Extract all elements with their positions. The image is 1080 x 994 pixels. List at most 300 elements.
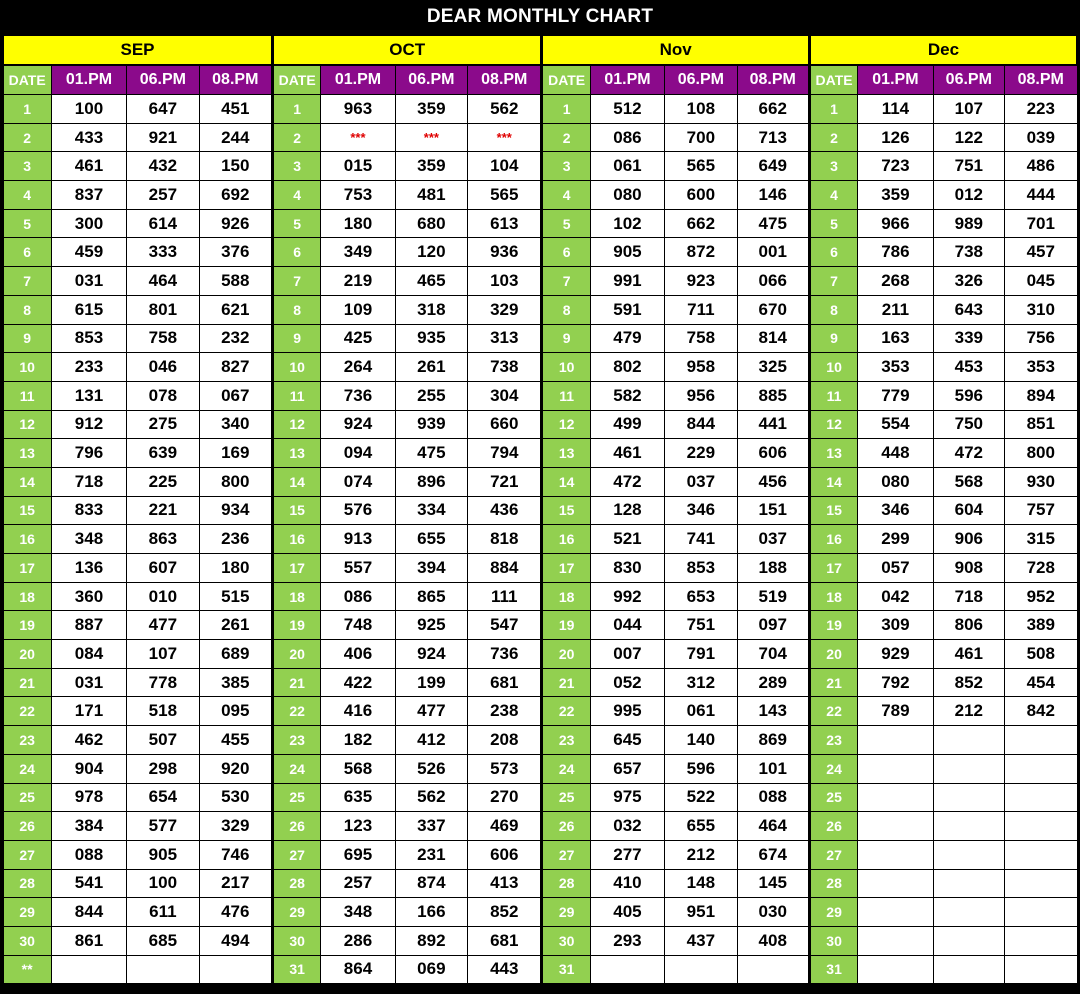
result-cell: 277	[590, 840, 664, 869]
table-row	[3, 926, 1077, 955]
result-cell: 309	[858, 611, 933, 640]
result-cell: 887	[51, 611, 126, 640]
result-cell: 512	[590, 95, 664, 124]
result-cell: 268	[858, 267, 933, 296]
result-cell: 464	[127, 267, 199, 296]
date-cell: 14	[809, 467, 857, 496]
result-cell: 615	[51, 295, 126, 324]
date-cell: 9	[3, 324, 51, 353]
result-cell: 670	[737, 295, 809, 324]
table-row	[3, 554, 1077, 583]
result-cell: 736	[468, 640, 542, 669]
result-cell: 521	[590, 525, 664, 554]
result-cell: 389	[1005, 611, 1078, 640]
result-cell: 333	[127, 238, 199, 267]
result-cell: 299	[858, 525, 933, 554]
table-row	[3, 812, 1077, 841]
result-cell: 680	[395, 209, 467, 238]
result-cell: 146	[737, 181, 809, 210]
result-cell: 456	[737, 467, 809, 496]
chart-title: DEAR MONTHLY CHART	[426, 6, 654, 27]
result-cell: 007	[590, 640, 664, 669]
result-cell: 874	[395, 869, 467, 898]
result-cell: 647	[127, 95, 199, 124]
result-cell: 441	[737, 410, 809, 439]
date-cell: 8	[3, 295, 51, 324]
table-row	[3, 410, 1077, 439]
result-cell: 718	[51, 467, 126, 496]
date-cell: 15	[542, 496, 590, 525]
result-cell	[933, 840, 1004, 869]
date-cell: **	[3, 955, 51, 984]
date-cell: 29	[542, 898, 590, 927]
result-cell: 086	[590, 123, 664, 152]
result-cell: 958	[665, 353, 737, 382]
date-cell: 29	[809, 898, 857, 927]
result-cell: 929	[858, 640, 933, 669]
result-cell: 477	[395, 697, 467, 726]
date-cell: 19	[542, 611, 590, 640]
result-cell: 685	[127, 926, 199, 955]
result-cell: 010	[127, 582, 199, 611]
date-cell: 12	[273, 410, 321, 439]
result-cell: 052	[590, 668, 664, 697]
result-cell: 541	[51, 869, 126, 898]
result-cell: 853	[665, 554, 737, 583]
result-cell: 122	[933, 123, 1004, 152]
result-cell: 037	[737, 525, 809, 554]
result-cell: 001	[737, 238, 809, 267]
result-cell: 304	[468, 381, 542, 410]
result-cell: 613	[468, 209, 542, 238]
result-cell: 086	[321, 582, 395, 611]
date-cell: 26	[3, 812, 51, 841]
date-cell: 2	[3, 123, 51, 152]
date-cell: 9	[809, 324, 857, 353]
result-cell: 408	[737, 926, 809, 955]
result-cell	[199, 955, 272, 984]
result-cell: 479	[590, 324, 664, 353]
date-cell: 14	[542, 467, 590, 496]
date-cell: 17	[542, 554, 590, 583]
date-cell: 12	[542, 410, 590, 439]
result-cell	[1005, 898, 1078, 927]
date-cell: 16	[3, 525, 51, 554]
result-cell: 217	[199, 869, 272, 898]
date-cell: 12	[809, 410, 857, 439]
result-cell: 061	[665, 697, 737, 726]
result-cell: 422	[321, 668, 395, 697]
date-cell: 5	[542, 209, 590, 238]
result-cell: 199	[395, 668, 467, 697]
result-cell: 111	[468, 582, 542, 611]
result-cell: 231	[395, 840, 467, 869]
date-cell: 19	[3, 611, 51, 640]
result-cell: 425	[321, 324, 395, 353]
result-cell: 604	[933, 496, 1004, 525]
result-cell: 046	[127, 353, 199, 382]
column-header-t2: 06.PM	[127, 65, 199, 95]
column-header-t3: 08.PM	[468, 65, 542, 95]
result-cell: 689	[199, 640, 272, 669]
result-cell: 494	[199, 926, 272, 955]
date-cell: 16	[809, 525, 857, 554]
date-cell: 2	[273, 123, 321, 152]
date-cell: 25	[542, 783, 590, 812]
result-cell: 339	[933, 324, 1004, 353]
result-cell: 778	[127, 668, 199, 697]
table-row	[3, 209, 1077, 238]
result-cell: 042	[858, 582, 933, 611]
result-cell: 094	[321, 439, 395, 468]
result-cell: 151	[737, 496, 809, 525]
date-cell: 6	[3, 238, 51, 267]
result-cell: 221	[127, 496, 199, 525]
table-row	[3, 353, 1077, 382]
result-cell: 700	[665, 123, 737, 152]
result-cell: 746	[199, 840, 272, 869]
date-cell: 25	[273, 783, 321, 812]
result-cell: 863	[127, 525, 199, 554]
date-cell: 22	[809, 697, 857, 726]
result-cell	[737, 955, 809, 984]
date-cell: 12	[3, 410, 51, 439]
result-cell	[590, 955, 664, 984]
date-cell: 11	[273, 381, 321, 410]
date-cell: 3	[273, 152, 321, 181]
result-cell: 444	[1005, 181, 1078, 210]
result-cell: 413	[468, 869, 542, 898]
date-cell: 15	[809, 496, 857, 525]
result-cell: 469	[468, 812, 542, 841]
result-cell: 738	[468, 353, 542, 382]
result-cell: 329	[468, 295, 542, 324]
result-cell: 030	[737, 898, 809, 927]
column-header-t3: 08.PM	[737, 65, 809, 95]
date-cell: 17	[273, 554, 321, 583]
date-cell: 8	[542, 295, 590, 324]
date-cell: 13	[809, 439, 857, 468]
date-cell: 5	[3, 209, 51, 238]
result-cell: 791	[665, 640, 737, 669]
result-cell: 522	[665, 783, 737, 812]
date-cell: 8	[809, 295, 857, 324]
result-cell: 376	[199, 238, 272, 267]
result-cell: 359	[395, 95, 467, 124]
result-cell	[858, 869, 933, 898]
result-cell: 662	[737, 95, 809, 124]
result-cell: 591	[590, 295, 664, 324]
date-cell: 30	[273, 926, 321, 955]
result-cell	[1005, 726, 1078, 755]
result-cell: 459	[51, 238, 126, 267]
result-cell: 437	[665, 926, 737, 955]
result-cell: 662	[665, 209, 737, 238]
result-cell: 229	[665, 439, 737, 468]
result-cell: 896	[395, 467, 467, 496]
result-cell: 565	[665, 152, 737, 181]
result-cell: 906	[933, 525, 1004, 554]
result-cell: 084	[51, 640, 126, 669]
result-cell: 385	[199, 668, 272, 697]
result-cell: 472	[933, 439, 1004, 468]
result-cell: 913	[321, 525, 395, 554]
date-cell: 9	[542, 324, 590, 353]
result-cell: 861	[51, 926, 126, 955]
result-cell: 031	[51, 668, 126, 697]
date-cell: 1	[542, 95, 590, 124]
result-cell: 032	[590, 812, 664, 841]
result-cell: 472	[590, 467, 664, 496]
date-cell: 22	[273, 697, 321, 726]
result-cell: 289	[737, 668, 809, 697]
result-cell: 346	[665, 496, 737, 525]
result-cell: 462	[51, 726, 126, 755]
result-cell: 794	[468, 439, 542, 468]
result-cell: 800	[199, 467, 272, 496]
result-cell: 163	[858, 324, 933, 353]
month-header-nov: Nov	[542, 35, 809, 65]
result-cell	[1005, 926, 1078, 955]
result-cell: 818	[468, 525, 542, 554]
date-cell: 20	[3, 640, 51, 669]
date-cell: 24	[809, 754, 857, 783]
result-cell: 286	[321, 926, 395, 955]
result-cell: 588	[199, 267, 272, 296]
result-cell	[858, 898, 933, 927]
date-cell: 7	[273, 267, 321, 296]
result-cell: 894	[1005, 381, 1078, 410]
result-cell: 756	[1005, 324, 1078, 353]
date-cell: 26	[273, 812, 321, 841]
result-cell: 751	[933, 152, 1004, 181]
table-row	[3, 123, 1077, 152]
result-cell: 066	[737, 267, 809, 296]
column-header-t1: 01.PM	[590, 65, 664, 95]
result-cell: 837	[51, 181, 126, 210]
result-cell: 721	[468, 467, 542, 496]
result-cell: 607	[127, 554, 199, 583]
result-cell: 270	[468, 783, 542, 812]
result-cell: 711	[665, 295, 737, 324]
result-cell: 329	[199, 812, 272, 841]
result-cell: 244	[199, 123, 272, 152]
result-cell: 884	[468, 554, 542, 583]
result-cell	[858, 726, 933, 755]
table-row	[3, 324, 1077, 353]
result-cell: 405	[590, 898, 664, 927]
result-cell: 104	[468, 152, 542, 181]
result-cell: 963	[321, 95, 395, 124]
result-cell: 455	[199, 726, 272, 755]
date-cell: 28	[542, 869, 590, 898]
result-cell: 704	[737, 640, 809, 669]
result-cell: 100	[127, 869, 199, 898]
date-cell: 13	[542, 439, 590, 468]
result-cell: 621	[199, 295, 272, 324]
result-cell: 074	[321, 467, 395, 496]
table-row	[3, 898, 1077, 927]
result-cell: 211	[858, 295, 933, 324]
column-header-date: DATE	[3, 65, 51, 95]
result-cell: 951	[665, 898, 737, 927]
result-cell: 348	[321, 898, 395, 927]
result-cell: 792	[858, 668, 933, 697]
result-cell: 095	[199, 697, 272, 726]
date-cell: 23	[3, 726, 51, 755]
result-cell: 978	[51, 783, 126, 812]
result-cell: 275	[127, 410, 199, 439]
result-cell: 507	[127, 726, 199, 755]
result-cell: 433	[51, 123, 126, 152]
result-cell: 334	[395, 496, 467, 525]
result-cell: 037	[665, 467, 737, 496]
date-cell: 6	[809, 238, 857, 267]
date-cell: 26	[542, 812, 590, 841]
table-row	[3, 95, 1077, 124]
date-cell: 5	[809, 209, 857, 238]
result-cell: 989	[933, 209, 1004, 238]
result-cell: 337	[395, 812, 467, 841]
result-cell	[858, 783, 933, 812]
table-row	[3, 381, 1077, 410]
date-cell: 5	[273, 209, 321, 238]
result-cell	[858, 955, 933, 984]
result-cell: 655	[665, 812, 737, 841]
result-cell: 596	[933, 381, 1004, 410]
result-cell: 166	[395, 898, 467, 927]
result-cell: 695	[321, 840, 395, 869]
result-cell: 912	[51, 410, 126, 439]
result-cell: 340	[199, 410, 272, 439]
result-cell: 660	[468, 410, 542, 439]
date-cell: 27	[273, 840, 321, 869]
result-cell: 657	[590, 754, 664, 783]
result-cell: 140	[665, 726, 737, 755]
result-cell: 713	[737, 123, 809, 152]
column-header-date: DATE	[542, 65, 590, 95]
month-header-sep: SEP	[3, 35, 273, 65]
date-cell: 11	[542, 381, 590, 410]
result-cell: 806	[933, 611, 1004, 640]
result-cell: 904	[51, 754, 126, 783]
date-cell: 22	[3, 697, 51, 726]
date-cell: 21	[809, 668, 857, 697]
result-cell: 101	[737, 754, 809, 783]
result-cell: 412	[395, 726, 467, 755]
result-cell: 061	[590, 152, 664, 181]
result-cell: 182	[321, 726, 395, 755]
result-cell: 315	[1005, 525, 1078, 554]
result-cell: 257	[127, 181, 199, 210]
result-cell: 436	[468, 496, 542, 525]
result-cell: 681	[468, 926, 542, 955]
result-cell: 935	[395, 324, 467, 353]
month-header-row	[3, 35, 1077, 65]
date-cell: 4	[809, 181, 857, 210]
result-cell: 568	[933, 467, 1004, 496]
result-cell: 300	[51, 209, 126, 238]
result-cell: 461	[590, 439, 664, 468]
result-cell: 261	[199, 611, 272, 640]
date-cell: 8	[273, 295, 321, 324]
column-header-t2: 06.PM	[395, 65, 467, 95]
table-row	[3, 726, 1077, 755]
result-cell	[933, 926, 1004, 955]
result-cell: 966	[858, 209, 933, 238]
result-cell: 786	[858, 238, 933, 267]
result-cell: 108	[665, 95, 737, 124]
date-cell: 18	[809, 582, 857, 611]
result-cell: 012	[933, 181, 1004, 210]
result-cell: ***	[395, 123, 467, 152]
result-cell: 952	[1005, 582, 1078, 611]
result-cell: 044	[590, 611, 664, 640]
result-cell: 751	[665, 611, 737, 640]
column-header-row	[3, 65, 1077, 95]
date-cell: 25	[809, 783, 857, 812]
result-cell: 088	[51, 840, 126, 869]
result-cell: 995	[590, 697, 664, 726]
result-cell: 188	[737, 554, 809, 583]
result-cell	[51, 955, 126, 984]
date-cell: 14	[273, 467, 321, 496]
table-row	[3, 783, 1077, 812]
date-cell: 30	[3, 926, 51, 955]
result-cell: 779	[858, 381, 933, 410]
date-cell: 24	[542, 754, 590, 783]
table-row	[3, 582, 1077, 611]
result-cell: 565	[468, 181, 542, 210]
result-cell: 645	[590, 726, 664, 755]
date-cell: 23	[542, 726, 590, 755]
results-table	[2, 34, 1078, 984]
result-cell: 600	[665, 181, 737, 210]
result-cell: 325	[737, 353, 809, 382]
result-cell: 748	[321, 611, 395, 640]
result-cell: 801	[127, 295, 199, 324]
result-cell: 261	[395, 353, 467, 382]
result-cell: 885	[737, 381, 809, 410]
table-row	[3, 267, 1077, 296]
date-cell: 7	[542, 267, 590, 296]
result-cell	[858, 812, 933, 841]
table-row	[3, 611, 1077, 640]
result-cell: 649	[737, 152, 809, 181]
result-cell: 360	[51, 582, 126, 611]
result-cell: 123	[321, 812, 395, 841]
result-cell: 454	[1005, 668, 1078, 697]
column-header-t1: 01.PM	[858, 65, 933, 95]
date-cell: 23	[273, 726, 321, 755]
date-cell: 1	[809, 95, 857, 124]
date-cell: 4	[273, 181, 321, 210]
table-row	[3, 697, 1077, 726]
date-cell: 13	[273, 439, 321, 468]
result-cell	[1005, 869, 1078, 898]
date-cell: 10	[273, 353, 321, 382]
date-cell: 26	[809, 812, 857, 841]
result-cell: 606	[737, 439, 809, 468]
result-cell: 359	[858, 181, 933, 210]
date-cell: 2	[542, 123, 590, 152]
date-cell: 18	[3, 582, 51, 611]
date-cell: 10	[809, 353, 857, 382]
date-cell: 18	[542, 582, 590, 611]
result-cell: 925	[395, 611, 467, 640]
column-header-t2: 06.PM	[665, 65, 737, 95]
result-cell: 851	[1005, 410, 1078, 439]
